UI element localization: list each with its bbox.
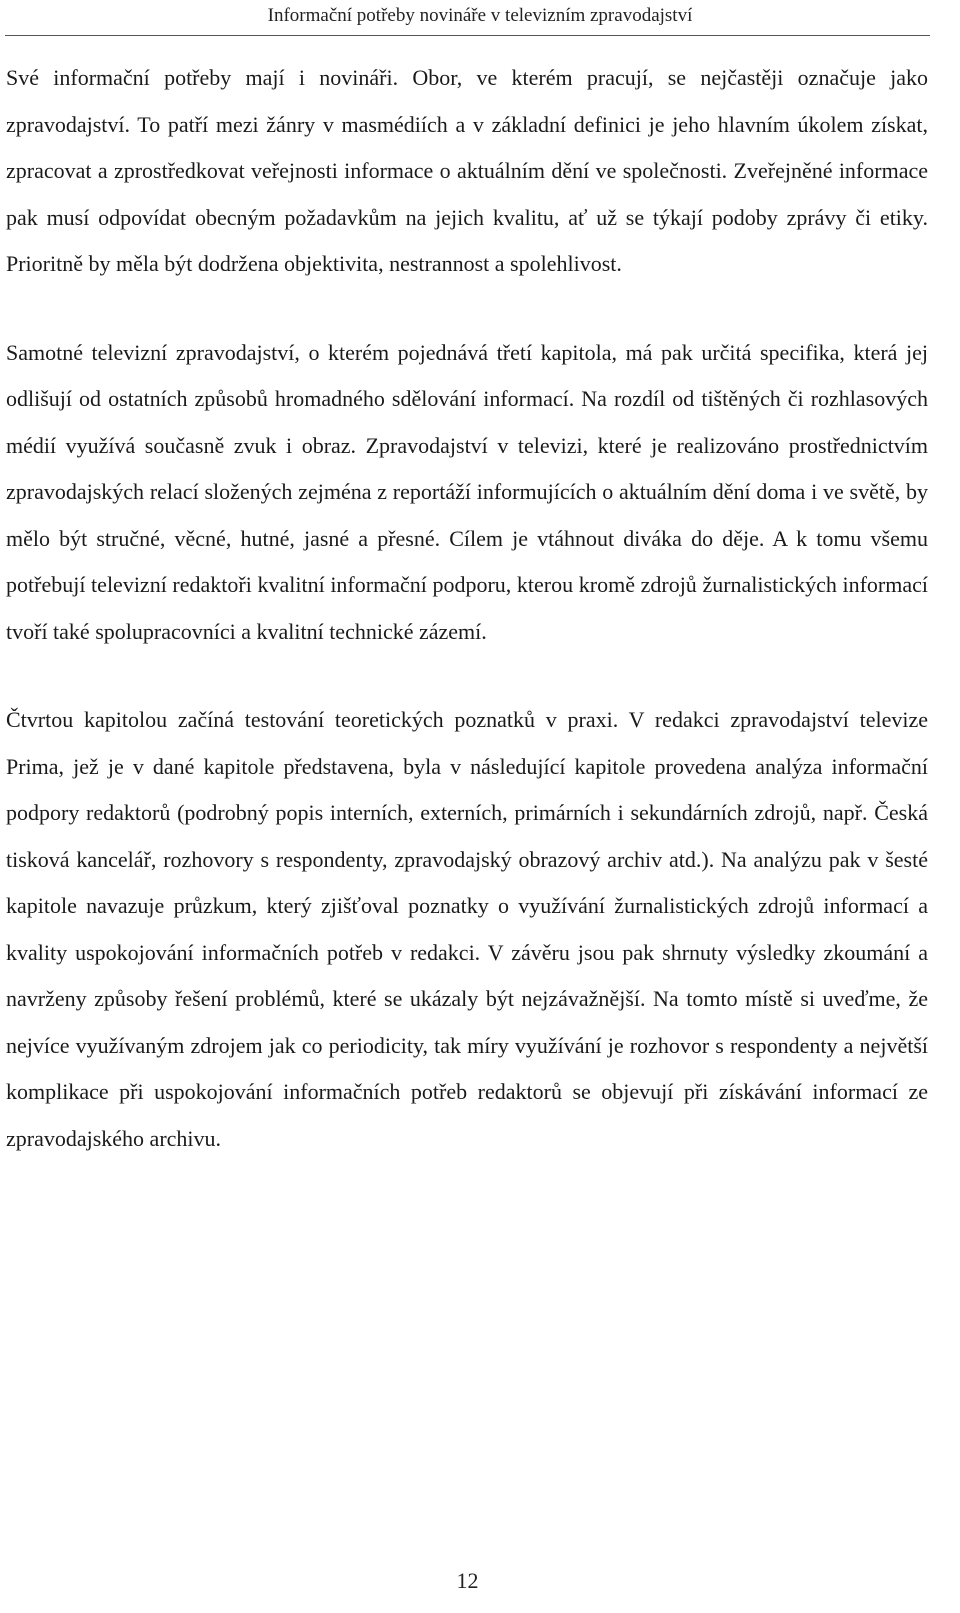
page-number: 12 — [456, 1568, 479, 1593]
running-header: Informační potřeby novináře v televizním zpravodajství — [267, 5, 693, 26]
header-divider — [5, 35, 930, 36]
paragraph-1: Své informační potřeby mají i novináři. Obor, ve kterém pracují, se nejčastěji označuje jako zpravodajství. To patří mezi žánry v masmédiích a v základní definici je jeho hlavním úkolem získat, zpracovat a zprostředkovat veřejnosti informace o aktuálním dění ve společnosti. Zveřejněné informace pak musí odpovídat obecným požadavkům na jejich kvalitu, ať už se týkají podoby zprávy či etiky. Prioritně by měla být dodržena objektivita, nestrannost a spolehlivost. — [6, 65, 928, 276]
paragraph-3: Čtvrtou kapitolou začíná testování teoretických poznatků v praxi. V redakci zpravodajství televize Prima, jež je v dané kapitole představena, byla v následující kapitole provedena analýza informační podpory redaktorů (podrobný popis interních, externích, primárních i sekundárních zdrojů, např. Česká tisková kancelář, rozhovory s respondenty, zpravodajský obrazový archiv atd.). Na analýzu pak v šesté kapitole navazuje průzkum, který zjišťoval poznatky o využívání žurnalistických zdrojů informací a kvality uspokojování informačních potřeb v redakci. V závěru jsou pak shrnuty výsledky zkoumání a navrženy způsoby řešení problémů, které se ukázaly být nejzávažnější. Na tomto místě si uveďme, že nejvíce využívaným zdrojem jak co periodicity, tak míry využívání je rozhovor s respondenty a největší komplikace při uspokojování informačních potřeb redaktorů se objevují při získávání informací ze zpravodajského archivu. — [6, 707, 928, 1151]
paragraph-2: Samotné televizní zpravodajství, o kterém pojednává třetí kapitola, má pak určitá specifika, která jej odlišují od ostatních způsobů hromadného sdělování informací. Na rozdíl od tištěných či rozhlasových médií využívá současně zvuk i obraz. Zpravodajství v televizi, které je realizováno prostřednictvím zpravodajských relací složených zejména z reportáží informujících o aktuálním dění doma i ve světě, by mělo být stručné, věcné, hutné, jasné a přesné. Cílem je vtáhnout diváka do děje. A k tomu všemu potřebují televizní redaktoři kvalitní informační podporu, kterou kromě zdrojů žurnalistických informací tvoří také spolupracovníci a kvalitní technické zázemí. — [6, 339, 928, 644]
body-text — [6, 55, 928, 1162]
